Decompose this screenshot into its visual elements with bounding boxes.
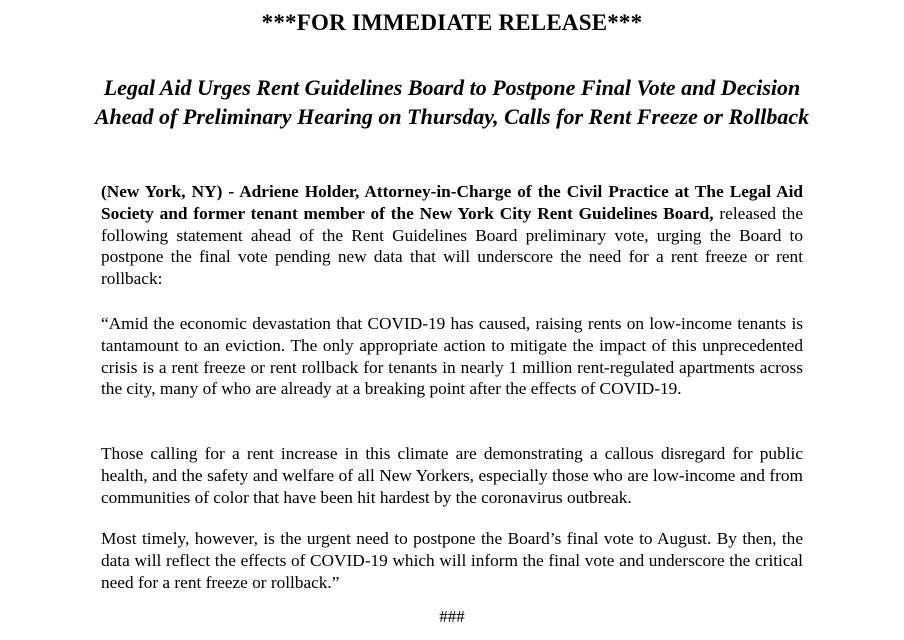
intro-body: released the following statement ahead of the Rent Guidelines Board preliminary vote, urging the Board to postpone the final vote pending new data that will underscore the need for a rent freeze or rent rollback:	[101, 203, 803, 289]
quote-paragraph-2: Those calling for a rent increase in this climate are demonstrating a callous disregard for public health, and the safety and welfare of all New Yorkers, especially those who are low-income and from communities of color that have been hit hardest by the coronavirus outbreak.	[101, 444, 803, 507]
end-mark: ###	[439, 607, 465, 626]
intro-paragraph	[101, 181, 803, 290]
quote-paragraph-3: Most timely, however, is the urgent need to postpone the Board’s final vote to August. By then, the data will reflect the effects of COVID-19 which will inform the final vote and underscore the critical need for a rent freeze or rollback.”	[101, 529, 803, 592]
release-header: ***FOR IMMEDIATE RELEASE***	[261, 10, 643, 35]
quote-paragraph-1: “Amid the economic devastation that COVID-19 has caused, raising rents on low-income tenants is tantamount to an eviction. The only appropriate action to mitigate the impact of this unprecedented crisis is a rent freeze or rent rollback for tenants in nearly 1 million rent-regulated apartments across the city, many of who are already at a breaking point after the effects of COVID-19.	[101, 314, 803, 399]
intro-lead: (New York, NY) - Adriene Holder, Attorney-in-Charge of the Civil Practice at The Legal Aid Society and former tenant member of the New York City Rent Guidelines Board,	[101, 182, 803, 223]
headline: Legal Aid Urges Rent Guidelines Board to Postpone Final Vote and Decision Ahead of Preliminary Hearing on Thursday, Calls for Rent Freeze or Rollback	[94, 75, 810, 129]
